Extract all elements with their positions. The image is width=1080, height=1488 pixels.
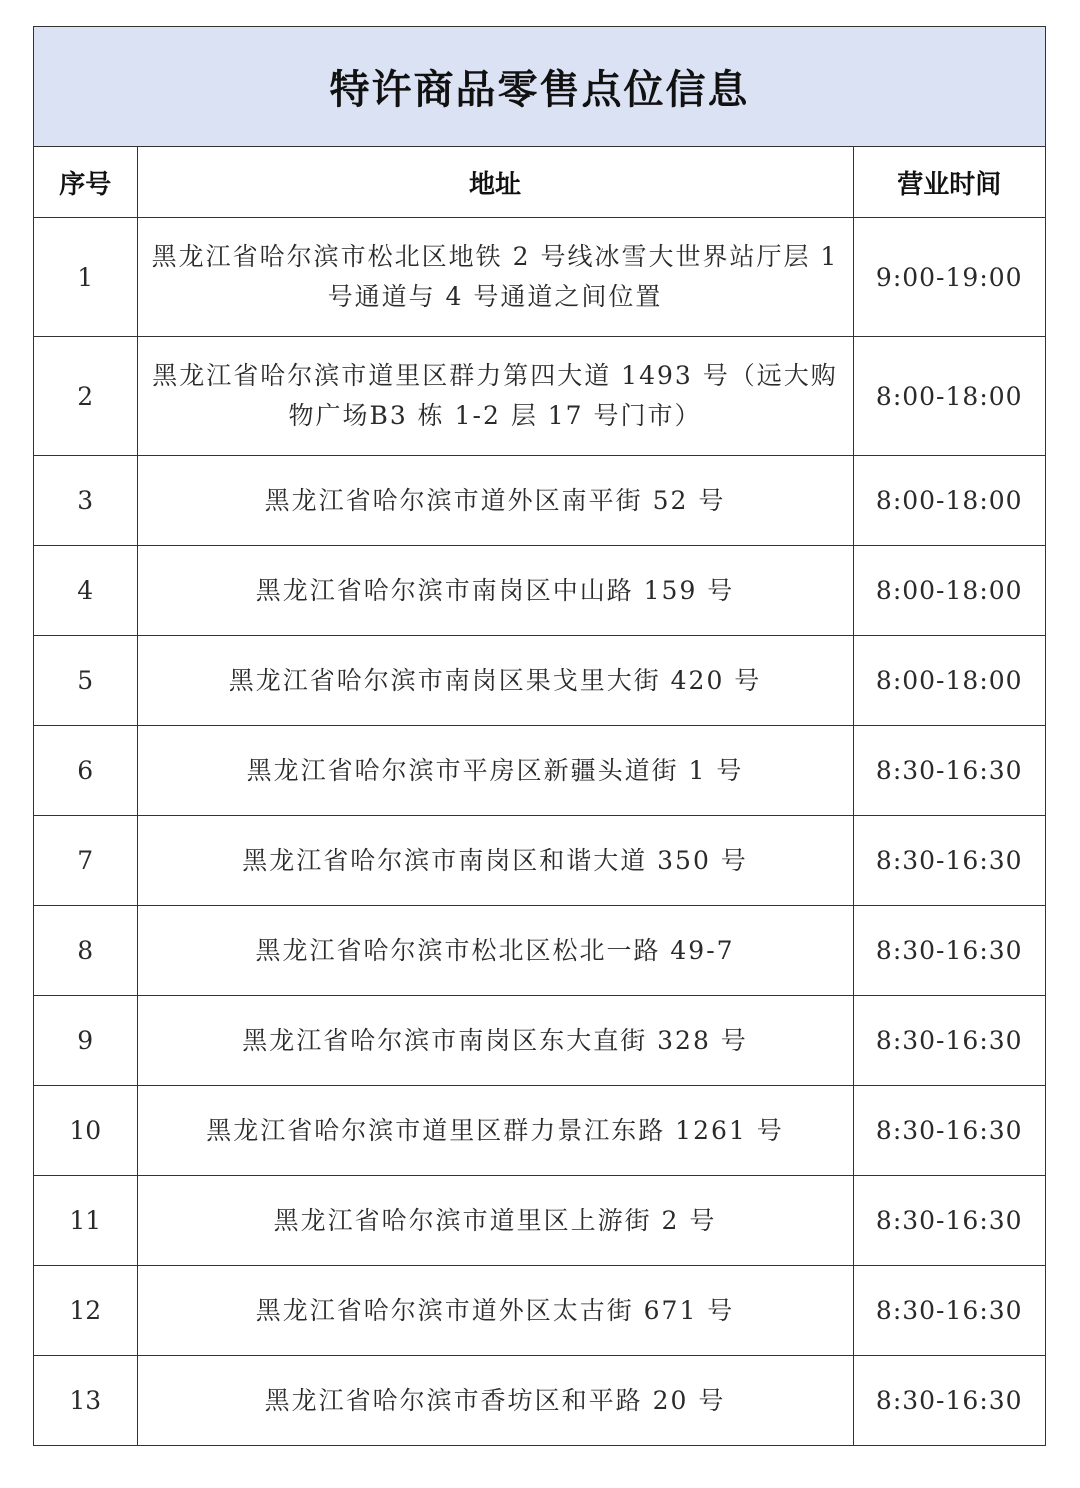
row-address: 黑龙江省哈尔滨市平房区新疆头道街 1 号 xyxy=(137,726,853,816)
column-header-address: 地址 xyxy=(137,147,853,218)
table-row xyxy=(34,1086,1045,1176)
row-address: 黑龙江省哈尔滨市南岗区东大直街 328 号 xyxy=(137,996,853,1086)
table-row xyxy=(34,816,1045,906)
row-num: 12 xyxy=(34,1266,137,1356)
row-address: 黑龙江省哈尔滨市香坊区和平路 20 号 xyxy=(137,1356,853,1446)
title-banner xyxy=(34,27,1045,147)
row-num: 10 xyxy=(34,1086,137,1176)
row-hours: 8:30-16:30 xyxy=(853,1086,1045,1176)
row-hours: 9:00-19:00 xyxy=(853,218,1045,337)
table-row xyxy=(34,636,1045,726)
table-row xyxy=(34,218,1045,337)
row-num: 13 xyxy=(34,1356,137,1446)
row-address: 黑龙江省哈尔滨市道外区南平街 52 号 xyxy=(137,456,853,546)
page-title: 特许商品零售点位信息 xyxy=(329,67,750,113)
table-row xyxy=(34,996,1045,1086)
row-num: 5 xyxy=(34,636,137,726)
row-hours: 8:00-18:00 xyxy=(853,337,1045,456)
row-address: 黑龙江省哈尔滨市松北区地铁 2 号线冰雪大世界站厅层 1 号通道与 4 号通道之间位置 xyxy=(137,218,853,337)
row-address: 黑龙江省哈尔滨市道外区太古街 671 号 xyxy=(137,1266,853,1356)
row-hours: 8:00-18:00 xyxy=(853,456,1045,546)
table-row xyxy=(34,1266,1045,1356)
table-row xyxy=(34,546,1045,636)
table-row xyxy=(34,337,1045,456)
locations-table xyxy=(34,147,1045,1445)
column-header-hours: 营业时间 xyxy=(853,147,1045,218)
row-num: 1 xyxy=(34,218,137,337)
table-row xyxy=(34,906,1045,996)
row-hours: 8:30-16:30 xyxy=(853,906,1045,996)
row-num: 4 xyxy=(34,546,137,636)
row-address: 黑龙江省哈尔滨市南岗区中山路 159 号 xyxy=(137,546,853,636)
row-hours: 8:30-16:30 xyxy=(853,1356,1045,1446)
table-row xyxy=(34,456,1045,546)
table-row xyxy=(34,1356,1045,1446)
retail-locations-sheet xyxy=(33,26,1046,1446)
row-address: 黑龙江省哈尔滨市松北区松北一路 49-7 xyxy=(137,906,853,996)
table-header-row xyxy=(34,147,1045,218)
row-address: 黑龙江省哈尔滨市南岗区果戈里大街 420 号 xyxy=(137,636,853,726)
row-num: 7 xyxy=(34,816,137,906)
row-address: 黑龙江省哈尔滨市道里区群力景江东路 1261 号 xyxy=(137,1086,853,1176)
row-num: 6 xyxy=(34,726,137,816)
row-num: 8 xyxy=(34,906,137,996)
row-address: 黑龙江省哈尔滨市道里区上游街 2 号 xyxy=(137,1176,853,1266)
row-num: 11 xyxy=(34,1176,137,1266)
row-hours: 8:00-18:00 xyxy=(853,546,1045,636)
row-address: 黑龙江省哈尔滨市南岗区和谐大道 350 号 xyxy=(137,816,853,906)
row-address: 黑龙江省哈尔滨市道里区群力第四大道 1493 号（远大购物广场B3 栋 1-2 层 17 号门市） xyxy=(137,337,853,456)
table-row xyxy=(34,726,1045,816)
row-hours: 8:30-16:30 xyxy=(853,1176,1045,1266)
row-num: 9 xyxy=(34,996,137,1086)
row-hours: 8:30-16:30 xyxy=(853,996,1045,1086)
column-header-num: 序号 xyxy=(34,147,137,218)
row-hours: 8:00-18:00 xyxy=(853,636,1045,726)
row-hours: 8:30-16:30 xyxy=(853,1266,1045,1356)
row-num: 2 xyxy=(34,337,137,456)
row-hours: 8:30-16:30 xyxy=(853,726,1045,816)
table-row xyxy=(34,1176,1045,1266)
row-hours: 8:30-16:30 xyxy=(853,816,1045,906)
row-num: 3 xyxy=(34,456,137,546)
